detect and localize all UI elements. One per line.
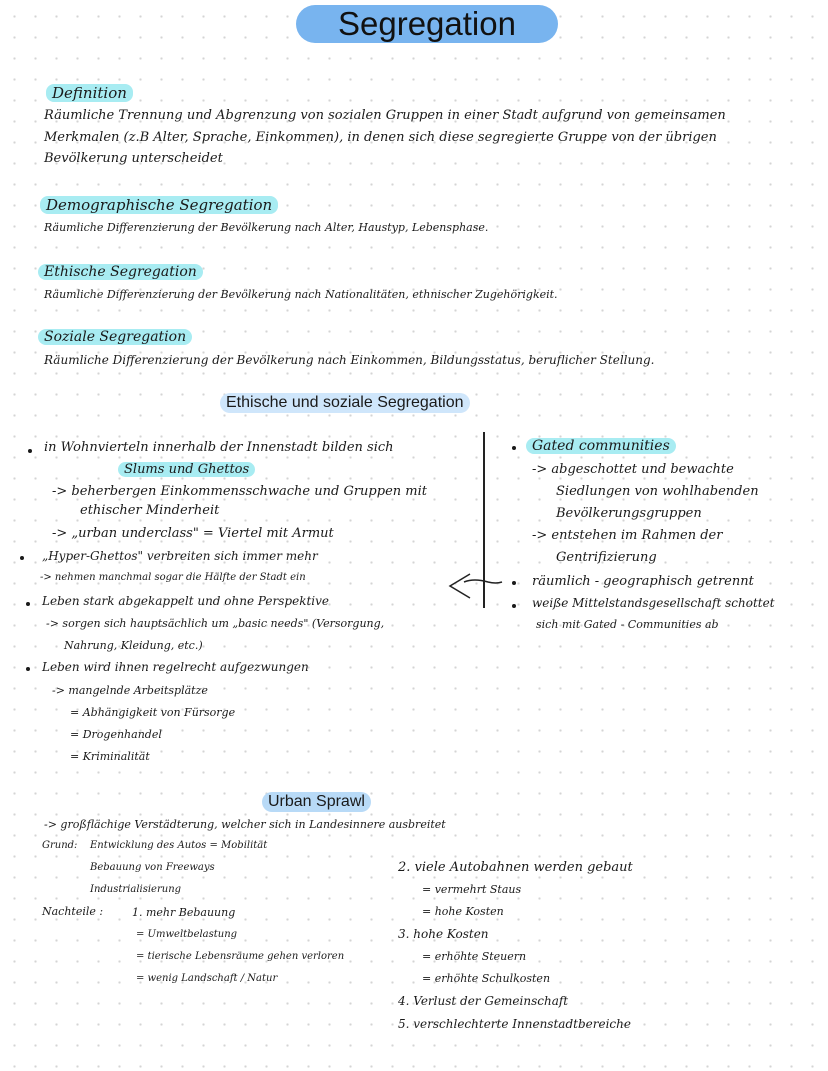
nachteile-item-3: = tierische Lebensräume gehen verloren	[136, 951, 345, 962]
left-line-8: Leben stark abgekappelt und ohne Perspektive	[42, 594, 330, 608]
social-heading: Soziale Segregation	[38, 329, 192, 345]
page-title: Segregation	[296, 5, 558, 43]
definition-line-1: Räumliche Trennung und Abgrenzung von sozialen Gruppen in einer Stadt aufgrund von gemeinsamen	[44, 108, 726, 123]
nachteile-label: Nachteile :	[42, 905, 104, 918]
bullet	[512, 604, 516, 608]
left-line-3: -> beherbergen Einkommensschwache und Gruppen mit	[52, 484, 427, 499]
sprawl-right-6: = erhöhte Schulkosten	[422, 972, 551, 985]
demographic-text: Räumliche Differenzierung der Bevölkerung nach Alter, Haustyp, Lebensphase.	[44, 221, 489, 234]
sprawl-right-1: 2. viele Autobahnen werden gebaut	[398, 860, 633, 875]
left-line-6: „Hyper-Ghettos" verbreiten sich immer mehr	[42, 549, 318, 563]
right-line-3: Siedlungen von wohlhabenden	[556, 484, 759, 499]
bullet	[20, 556, 24, 560]
sprawl-right-2: = vermehrt Staus	[422, 883, 522, 896]
left-line-13: = Abhängigkeit von Fürsorge	[70, 706, 236, 719]
right-line-2: -> abgeschottet und bewachte	[532, 462, 734, 477]
left-line-12: -> mangelnde Arbeitsplätze	[52, 684, 208, 697]
nachteile-item-4: = wenig Landschaft / Natur	[136, 973, 278, 984]
bullet	[26, 602, 30, 606]
definition-line-2: Merkmalen (z.B Alter, Sprache, Einkommen), in denen sich diese segregierte Gruppe von der übrigen	[44, 130, 717, 145]
left-line-7: -> nehmen manchmal sogar die Hälfte der Stadt ein	[40, 572, 306, 583]
left-line-5: -> „urban underclass" = Viertel mit Armut	[52, 526, 334, 541]
bullet	[28, 449, 32, 453]
left-line-15: = Kriminalität	[70, 750, 150, 763]
nachteile-item-2: = Umweltbelastung	[136, 929, 238, 940]
sprawl-right-7: 4. Verlust der Gemeinschaft	[398, 994, 569, 1008]
right-line-4: Bevölkerungsgruppen	[556, 506, 702, 521]
right-line-6: Gentrifizierung	[556, 550, 657, 565]
nachteile-item-1: 1. mehr Bebauung	[132, 906, 236, 919]
section-ethnic-social-heading: Ethische und soziale Segregation	[220, 393, 470, 413]
bullet	[26, 667, 30, 671]
left-line-slums: Slums und Ghettos	[118, 462, 255, 477]
social-text: Räumliche Differenzierung der Bevölkerung nach Einkommen, Bildungsstatus, beruflicher Stellung.	[44, 353, 655, 367]
section-urban-sprawl-heading: Urban Sprawl	[262, 792, 371, 812]
ethnic-heading: Ethische Segregation	[38, 264, 203, 280]
ethnic-text: Räumliche Differenzierung der Bevölkerung nach Nationalitäten, ethnischer Zugehörigkeit.	[44, 288, 558, 301]
grund-label: Grund:	[42, 840, 78, 851]
left-line-10: Nahrung, Kleidung, etc.)	[64, 639, 203, 652]
gated-communities-heading: Gated communities	[526, 438, 676, 454]
right-line-7: räumlich - geographisch getrennt	[532, 574, 754, 589]
definition-heading: Definition	[46, 84, 133, 102]
demographic-heading: Demographische Segregation	[40, 196, 278, 214]
left-line-9: -> sorgen sich hauptsächlich um „basic needs" (Versorgung,	[46, 617, 385, 630]
arrow-left-icon	[444, 568, 504, 604]
right-line-9: sich mit Gated - Communities ab	[536, 618, 719, 631]
sprawl-right-4: 3. hohe Kosten	[398, 927, 489, 941]
left-line-4: ethischer Minderheit	[80, 503, 220, 518]
definition-line-3: Bevölkerung unterscheidet	[44, 151, 223, 166]
bullet	[512, 446, 516, 450]
sprawl-right-3: = hohe Kosten	[422, 905, 504, 918]
right-line-8: weiße Mittelstandsgesellschaft schottet	[532, 596, 775, 610]
grund-item-3: Industrialisierung	[90, 884, 182, 895]
left-line-1: in Wohnvierteln innerhalb der Innenstadt bilden sich	[44, 440, 394, 455]
bullet	[512, 581, 516, 585]
sprawl-intro: -> großflächige Verstädterung, welcher sich in Landesinnere ausbreitet	[44, 818, 446, 831]
sprawl-right-5: = erhöhte Steuern	[422, 950, 527, 963]
right-line-5: -> entstehen im Rahmen der	[532, 528, 723, 543]
grund-item-1: Entwicklung des Autos = Mobilität	[90, 840, 268, 851]
left-line-14: = Drogenhandel	[70, 728, 162, 741]
grund-item-2: Bebauung von Freeways	[90, 862, 215, 873]
left-line-11: Leben wird ihnen regelrecht aufgezwungen	[42, 660, 309, 674]
sprawl-right-8: 5. verschlechterte Innenstadtbereiche	[398, 1017, 631, 1031]
